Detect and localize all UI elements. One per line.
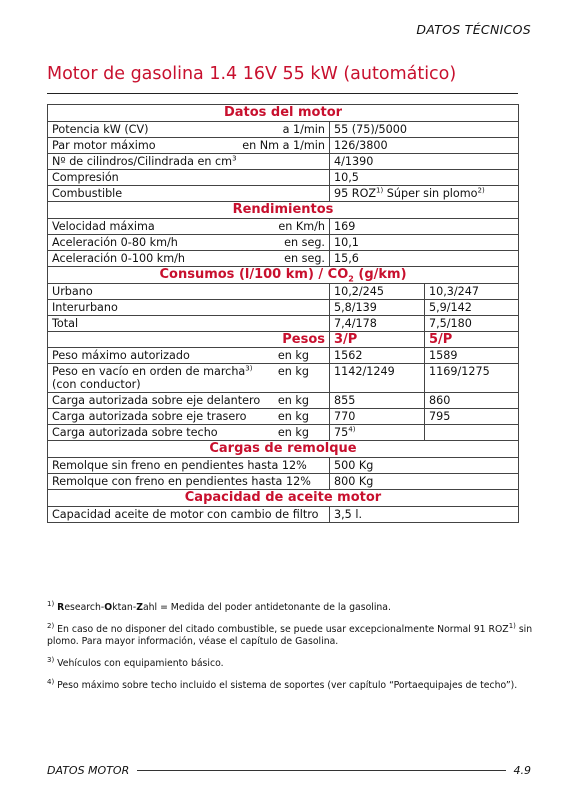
value-3p: 1562 (330, 348, 425, 364)
row-label (48, 393, 330, 409)
row-value: 10,5 (330, 170, 519, 186)
label-text: Aceleración 0-100 km/h (52, 252, 185, 265)
value-text: 75 (334, 426, 349, 439)
footnote-text: esearch- (64, 602, 105, 613)
page-title: Motor de gasolina 1.4 16V 55 kW (automático) (47, 64, 457, 84)
footer-section: DATOS MOTOR (47, 764, 130, 777)
value-text: Súper sin plomo (383, 187, 478, 200)
footnote-text: ahl = Medida del poder antidetonante de la gasolina. (142, 602, 391, 613)
table-row (48, 122, 519, 138)
page-number: 4.9 (513, 764, 531, 777)
footnote-bold: R (57, 602, 65, 613)
value-5p: 795 (425, 409, 519, 425)
row-label (48, 348, 330, 364)
value-5p: 10,3/247 (425, 284, 519, 300)
row-label (48, 425, 330, 441)
section-header-row (48, 441, 519, 458)
footnote-bold: Z (136, 602, 143, 613)
table-row (48, 170, 519, 186)
row-label (48, 154, 330, 170)
row-label: Remolque con freno en pendientes hasta 12% (48, 474, 330, 490)
row-label (48, 186, 330, 202)
value-text: 95 ROZ (334, 187, 377, 200)
table-row (48, 458, 519, 474)
footnote-text: En caso de no disponer del citado combustible, se puede usar excepcionalmente Normal 91 ROZ (57, 624, 509, 635)
column-header-5p: 5/P (425, 332, 519, 348)
label-text: Nº de cilindros/Cilindrada en cm (52, 155, 233, 168)
row-value: 15,6 (330, 251, 519, 267)
row-value: 55 (75)/5000 (330, 122, 519, 138)
label-text: Potencia kW (CV) (52, 123, 149, 136)
label-text: Peso en vacío en orden de marcha (52, 365, 246, 378)
unit-text: en Nm a 1/min (242, 139, 325, 152)
label-text: (con conductor) (52, 378, 141, 391)
row-label: Interurbano (48, 300, 330, 316)
table-row (48, 364, 519, 393)
footnote-ref: 3) (245, 364, 253, 373)
row-label (48, 409, 330, 425)
row-label (48, 364, 330, 393)
row-value: 800 Kg (330, 474, 519, 490)
footnote-ref: 1) (376, 186, 384, 195)
table-row (48, 154, 519, 170)
table-row (48, 474, 519, 490)
footnote-ref: 1) (508, 621, 516, 630)
row-label (48, 122, 330, 138)
footnote-2 (47, 621, 537, 648)
section-remolque: Cargas de remolque (48, 441, 519, 458)
value-5p: 860 (425, 393, 519, 409)
label-text: Combustible (52, 187, 123, 200)
footnote-number: 3) (47, 655, 55, 664)
row-label (48, 235, 330, 251)
section-header-row (48, 105, 519, 122)
value-3p: 770 (330, 409, 425, 425)
label-text: Par motor máximo (52, 139, 156, 152)
value-5p: 1169/1275 (425, 364, 519, 393)
unit-text: en seg. (284, 236, 325, 249)
label-text: Carga autorizada sobre eje trasero (52, 410, 247, 423)
footnote-number: 2) (47, 621, 55, 630)
label-text: Peso máximo autorizado (52, 349, 190, 362)
footnotes (47, 599, 537, 702)
label-text: Velocidad máxima (52, 220, 155, 233)
row-value: 126/3800 (330, 138, 519, 154)
value-5p: 5,9/142 (425, 300, 519, 316)
footnote-text: sin plomo. Para mayor información, véase el capítulo de Gasolina. (47, 624, 533, 647)
value-3p: 7,4/178 (330, 316, 425, 332)
row-value: 10,1 (330, 235, 519, 251)
row-label: Total (48, 316, 330, 332)
footnote-number: 4) (47, 677, 55, 686)
table-row (48, 186, 519, 202)
footnote-1 (47, 599, 537, 614)
row-value (330, 186, 519, 202)
footnote-text: Peso máximo sobre techo incluido el sistema de soportes (ver capítulo “Portaequipajes de techo”). (57, 680, 518, 691)
table-row (48, 507, 519, 523)
table-row (48, 348, 519, 364)
value-3p (330, 425, 425, 441)
section-consumos (48, 267, 519, 284)
section-pesos: Pesos (48, 332, 330, 348)
footnote-3 (47, 655, 537, 670)
footnote-4 (47, 677, 537, 692)
section-header-row (48, 267, 519, 284)
section-header-row (48, 490, 519, 507)
row-label: Remolque sin freno en pendientes hasta 12% (48, 458, 330, 474)
section-datos-motor: Datos del motor (48, 105, 519, 122)
value-3p: 5,8/139 (330, 300, 425, 316)
spec-table (47, 104, 519, 523)
value-3p: 855 (330, 393, 425, 409)
table-row (48, 409, 519, 425)
value-3p: 1142/1249 (330, 364, 425, 393)
footnote-text: ktan- (112, 602, 137, 613)
section-aceite: Capacidad de aceite motor (48, 490, 519, 507)
section-text: (g/km) (353, 267, 407, 282)
section-text: Consumos (l/100 km) / CO (159, 267, 349, 282)
label-text: Compresión (52, 171, 119, 184)
table-row (48, 251, 519, 267)
footnote-ref: 4) (348, 425, 356, 434)
table-row (48, 284, 519, 300)
subscript: 2 (348, 274, 354, 284)
footnote-text: Vehículos con equipamiento básico. (57, 658, 224, 669)
row-label: Capacidad aceite de motor con cambio de filtro (48, 507, 330, 523)
table-row (48, 300, 519, 316)
row-value: 4/1390 (330, 154, 519, 170)
section-header-row (48, 202, 519, 219)
title-rule (47, 93, 518, 94)
footnote-ref: 2) (477, 186, 485, 195)
label-text: Carga autorizada sobre eje delantero (52, 394, 261, 407)
row-label: Urbano (48, 284, 330, 300)
table-row (48, 235, 519, 251)
column-header-3p: 3/P (330, 332, 425, 348)
row-label (48, 251, 330, 267)
footnote-bold: O (104, 602, 113, 613)
table-row (48, 425, 519, 441)
value-3p: 10,2/245 (330, 284, 425, 300)
table-row (48, 219, 519, 235)
section-rendimientos: Rendimientos (48, 202, 519, 219)
unit-text: en kg (277, 349, 309, 362)
value-5p (425, 425, 519, 441)
value-5p: 1589 (425, 348, 519, 364)
running-header: DATOS TÉCNICOS (416, 22, 531, 37)
table-row (48, 316, 519, 332)
section-header-row (48, 332, 519, 348)
value-5p: 7,5/180 (425, 316, 519, 332)
footnote-number: 1) (47, 599, 55, 608)
row-value: 169 (330, 219, 519, 235)
unit-text: a 1/min (282, 123, 325, 136)
unit-text: en seg. (284, 252, 325, 265)
unit-text: en kg (277, 394, 309, 407)
unit-text: en kg (277, 410, 309, 423)
row-label (48, 219, 330, 235)
table-row (48, 138, 519, 154)
row-value: 500 Kg (330, 458, 519, 474)
unit-text: en kg (277, 426, 309, 439)
page-footer (47, 764, 531, 777)
table-row (48, 393, 519, 409)
footer-rule (137, 770, 505, 771)
unit-text: en Km/h (278, 220, 325, 233)
unit-text: en kg (277, 365, 309, 378)
row-label (48, 170, 330, 186)
label-text: Carga autorizada sobre techo (52, 426, 218, 439)
row-label (48, 138, 330, 154)
row-value: 3,5 l. (330, 507, 519, 523)
label-text: Aceleración 0-80 km/h (52, 236, 178, 249)
superscript: 3 (232, 154, 237, 163)
